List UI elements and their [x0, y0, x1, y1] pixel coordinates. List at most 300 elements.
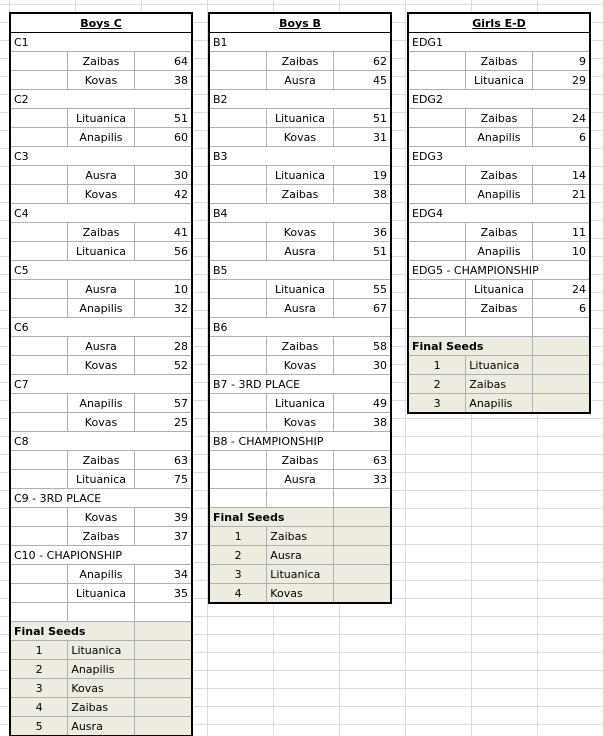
game-label-row: [11, 33, 192, 52]
empty-cell[interactable]: [11, 166, 68, 185]
empty-cell[interactable]: [210, 185, 267, 204]
game-row: [210, 223, 391, 242]
seed-row: [11, 698, 192, 717]
team-score[interactable]: 51: [333, 242, 390, 261]
empty-cell[interactable]: [11, 356, 68, 375]
game-row: [11, 185, 192, 204]
game-row: [210, 280, 391, 299]
team-name[interactable]: Lituanica: [267, 280, 333, 299]
game-label[interactable]: C7: [11, 375, 192, 394]
game-label[interactable]: B2: [210, 90, 391, 109]
game-row: [409, 280, 590, 299]
team-score[interactable]: 14: [532, 166, 589, 185]
game-row: [409, 185, 590, 204]
game-row: [210, 128, 391, 147]
boys-c-table: [10, 13, 192, 736]
empty-cell[interactable]: [11, 527, 68, 546]
team-score[interactable]: 57: [134, 394, 191, 413]
empty-cell[interactable]: [409, 166, 466, 185]
empty-cell[interactable]: [532, 356, 589, 375]
seed-team[interactable]: Kovas: [267, 584, 333, 603]
seed-row: [210, 546, 391, 565]
empty-cell[interactable]: [134, 717, 191, 736]
team-name[interactable]: Zaibas: [466, 166, 532, 185]
seed-rank[interactable]: 3: [11, 679, 68, 698]
team-score[interactable]: 63: [134, 451, 191, 470]
game-label-row: [11, 318, 192, 337]
empty-cell[interactable]: [11, 508, 68, 527]
empty-cell[interactable]: [466, 318, 532, 337]
empty-cell[interactable]: [11, 128, 68, 147]
empty-cell[interactable]: [333, 527, 390, 546]
team-score[interactable]: 21: [532, 185, 589, 204]
seed-rank[interactable]: 1: [210, 527, 267, 546]
boys-b-table: [209, 13, 391, 603]
game-label-row: [409, 33, 590, 52]
game-label-row: [11, 204, 192, 223]
empty-cell[interactable]: [210, 413, 267, 432]
team-name[interactable]: Lituanica: [267, 394, 333, 413]
team-name[interactable]: Zaibas: [68, 527, 134, 546]
game-label-row: [210, 375, 391, 394]
team-score[interactable]: 9: [532, 52, 589, 71]
seed-row: [210, 584, 391, 603]
seed-team[interactable]: Lituanica: [68, 641, 134, 660]
game-row: [11, 71, 192, 90]
seed-row: [210, 527, 391, 546]
game-label-row: [11, 375, 192, 394]
empty-cell[interactable]: [11, 109, 68, 128]
empty-cell[interactable]: [134, 660, 191, 679]
empty-cell[interactable]: [11, 451, 68, 470]
game-row: [11, 223, 192, 242]
team-name[interactable]: Anapilis: [68, 128, 134, 147]
game-row: [409, 223, 590, 242]
game-row: [210, 451, 391, 470]
seed-rank[interactable]: 3: [210, 565, 267, 584]
empty-cell[interactable]: [532, 318, 589, 337]
team-score[interactable]: 6: [532, 128, 589, 147]
empty-cell[interactable]: [409, 71, 466, 90]
empty-cell[interactable]: [134, 679, 191, 698]
empty-cell[interactable]: [210, 128, 267, 147]
seed-team[interactable]: Kovas: [68, 679, 134, 698]
team-name[interactable]: Zaibas: [267, 52, 333, 71]
empty-cell[interactable]: [11, 280, 68, 299]
empty-cell[interactable]: [210, 356, 267, 375]
seed-team[interactable]: Zaibas: [466, 375, 532, 394]
empty-cell[interactable]: [532, 375, 589, 394]
game-label[interactable]: C6: [11, 318, 192, 337]
game-label-row: [210, 33, 391, 52]
team-score[interactable]: 58: [333, 337, 390, 356]
seed-row: [409, 375, 590, 394]
empty-cell[interactable]: [11, 299, 68, 318]
team-score[interactable]: 25: [134, 413, 191, 432]
game-row: [11, 299, 192, 318]
empty-cell[interactable]: [68, 603, 134, 622]
team-name[interactable]: Lituanica: [267, 109, 333, 128]
table-title: Boys C: [11, 14, 192, 33]
team-name[interactable]: Kovas: [68, 71, 134, 90]
empty-cell[interactable]: [11, 52, 68, 71]
team-name[interactable]: Kovas: [267, 356, 333, 375]
empty-cell[interactable]: [11, 413, 68, 432]
team-score[interactable]: 31: [333, 128, 390, 147]
empty-cell[interactable]: [210, 394, 267, 413]
team-name[interactable]: Kovas: [267, 223, 333, 242]
game-label[interactable]: C9 - 3RD PLACE: [11, 489, 192, 508]
seed-team[interactable]: Ausra: [68, 717, 134, 736]
team-name[interactable]: Zaibas: [466, 299, 532, 318]
empty-cell[interactable]: [409, 280, 466, 299]
team-name[interactable]: Lituanica: [68, 242, 134, 261]
team-name[interactable]: Anapilis: [466, 128, 532, 147]
empty-cell[interactable]: [409, 318, 466, 337]
empty-cell[interactable]: [532, 394, 589, 413]
team-score[interactable]: 6: [532, 299, 589, 318]
empty-cell[interactable]: [11, 71, 68, 90]
team-name[interactable]: Zaibas: [267, 337, 333, 356]
empty-cell[interactable]: [134, 698, 191, 717]
team-score[interactable]: 56: [134, 242, 191, 261]
game-row: [210, 242, 391, 261]
empty-cell[interactable]: [210, 166, 267, 185]
game-row: [409, 71, 590, 90]
team-score[interactable]: 62: [333, 52, 390, 71]
game-label[interactable]: B7 - 3RD PLACE: [210, 375, 391, 394]
team-score[interactable]: 30: [134, 166, 191, 185]
empty-cell[interactable]: [210, 242, 267, 261]
game-row: [11, 470, 192, 489]
empty-cell[interactable]: [134, 622, 191, 641]
team-name[interactable]: Zaibas: [466, 52, 532, 71]
team-name[interactable]: Anapilis: [466, 185, 532, 204]
empty-cell[interactable]: [210, 299, 267, 318]
game-label[interactable]: EDG5 - CHAMPIONSHIP: [409, 261, 590, 280]
empty-cell[interactable]: [333, 584, 390, 603]
empty-cell[interactable]: [409, 109, 466, 128]
team-name[interactable]: Lituanica: [466, 71, 532, 90]
team-score[interactable]: 30: [333, 356, 390, 375]
team-score[interactable]: 36: [333, 223, 390, 242]
team-score[interactable]: 10: [532, 242, 589, 261]
seed-row: [11, 660, 192, 679]
seed-row: [11, 717, 192, 736]
team-name[interactable]: Lituanica: [267, 166, 333, 185]
team-score[interactable]: 24: [532, 109, 589, 128]
team-score[interactable]: 39: [134, 508, 191, 527]
team-name[interactable]: Kovas: [68, 185, 134, 204]
game-row: [11, 527, 192, 546]
team-name[interactable]: Kovas: [267, 128, 333, 147]
game-label[interactable]: C8: [11, 432, 192, 451]
game-row: [210, 109, 391, 128]
game-row: [210, 52, 391, 71]
game-label[interactable]: C10 - CHAPIONSHIP: [11, 546, 192, 565]
game-label-row: [11, 546, 192, 565]
empty-cell[interactable]: [409, 52, 466, 71]
team-score[interactable]: 42: [134, 185, 191, 204]
team-score[interactable]: 55: [333, 280, 390, 299]
game-label[interactable]: B1: [210, 33, 391, 52]
game-row: [11, 413, 192, 432]
team-name[interactable]: Anapilis: [68, 394, 134, 413]
game-label[interactable]: B6: [210, 318, 391, 337]
game-row: [11, 52, 192, 71]
team-score[interactable]: 38: [333, 413, 390, 432]
empty-cell[interactable]: [409, 242, 466, 261]
seed-team[interactable]: Lituanica: [466, 356, 532, 375]
game-row: [210, 394, 391, 413]
team-name[interactable]: Ausra: [267, 299, 333, 318]
seed-team[interactable]: Lituanica: [267, 565, 333, 584]
game-label[interactable]: C1: [11, 33, 192, 52]
empty-cell[interactable]: [409, 223, 466, 242]
game-row: [210, 71, 391, 90]
team-score[interactable]: 29: [532, 71, 589, 90]
game-row: [210, 413, 391, 432]
empty-cell[interactable]: [11, 394, 68, 413]
team-name[interactable]: Ausra: [267, 71, 333, 90]
empty-cell[interactable]: [11, 603, 68, 622]
seed-team[interactable]: Anapilis: [68, 660, 134, 679]
team-score[interactable]: 52: [134, 356, 191, 375]
team-score[interactable]: 49: [333, 394, 390, 413]
team-score[interactable]: 34: [134, 565, 191, 584]
team-score[interactable]: 63: [333, 451, 390, 470]
game-label[interactable]: B4: [210, 204, 391, 223]
team-score[interactable]: 38: [134, 71, 191, 90]
team-name[interactable]: Ausra: [68, 166, 134, 185]
empty-cell[interactable]: [210, 52, 267, 71]
team-name[interactable]: Ausra: [68, 280, 134, 299]
empty-cell[interactable]: [11, 337, 68, 356]
empty-cell[interactable]: [333, 508, 390, 527]
empty-cell[interactable]: [11, 565, 68, 584]
empty-cell[interactable]: [409, 299, 466, 318]
team-name[interactable]: Kovas: [68, 413, 134, 432]
game-label-row: [11, 261, 192, 280]
blank-row: [210, 489, 391, 508]
game-label-row: [210, 318, 391, 337]
team-score[interactable]: 32: [134, 299, 191, 318]
table-title: Boys B: [210, 14, 391, 33]
team-name[interactable]: Zaibas: [68, 451, 134, 470]
team-name[interactable]: Kovas: [68, 356, 134, 375]
game-row: [409, 109, 590, 128]
seed-rank[interactable]: 4: [210, 584, 267, 603]
game-label-row: [210, 432, 391, 451]
game-row: [210, 166, 391, 185]
game-row: [11, 356, 192, 375]
team-name[interactable]: Ausra: [267, 470, 333, 489]
team-score[interactable]: 75: [134, 470, 191, 489]
team-score[interactable]: 10: [134, 280, 191, 299]
game-label-row: [210, 90, 391, 109]
team-name[interactable]: Ausra: [267, 242, 333, 261]
final-seeds-label[interactable]: Final Seeds: [409, 337, 533, 356]
game-row: [11, 451, 192, 470]
team-score[interactable]: 60: [134, 128, 191, 147]
team-name[interactable]: Zaibas: [68, 52, 134, 71]
game-row: [409, 128, 590, 147]
team-score[interactable]: 37: [134, 527, 191, 546]
game-label[interactable]: B5: [210, 261, 391, 280]
game-label[interactable]: B8 - CHAMPIONSHIP: [210, 432, 391, 451]
team-name[interactable]: Anapilis: [466, 242, 532, 261]
empty-cell[interactable]: [11, 470, 68, 489]
empty-cell[interactable]: [409, 185, 466, 204]
empty-cell[interactable]: [11, 223, 68, 242]
game-label-row: [409, 90, 590, 109]
team-score[interactable]: 24: [532, 280, 589, 299]
team-score[interactable]: 51: [134, 109, 191, 128]
seed-row: [11, 679, 192, 698]
seed-rank[interactable]: 2: [409, 375, 466, 394]
team-name[interactable]: Ausra: [68, 337, 134, 356]
game-label-row: [409, 147, 590, 166]
seed-team[interactable]: Ausra: [267, 546, 333, 565]
empty-cell[interactable]: [210, 223, 267, 242]
team-score[interactable]: 38: [333, 185, 390, 204]
game-label[interactable]: C4: [11, 204, 192, 223]
empty-cell[interactable]: [134, 603, 191, 622]
game-row: [11, 394, 192, 413]
team-name[interactable]: Zaibas: [466, 109, 532, 128]
empty-cell[interactable]: [11, 584, 68, 603]
team-score[interactable]: 41: [134, 223, 191, 242]
seed-row: [409, 394, 590, 413]
title-row: [210, 14, 391, 33]
team-name[interactable]: Zaibas: [68, 223, 134, 242]
empty-cell[interactable]: [210, 337, 267, 356]
game-label[interactable]: B3: [210, 147, 391, 166]
game-label[interactable]: EDG1: [409, 33, 590, 52]
game-label-row: [210, 147, 391, 166]
game-label[interactable]: EDG4: [409, 204, 590, 223]
final-seeds-header-row: [409, 337, 590, 356]
team-name[interactable]: Kovas: [68, 508, 134, 527]
empty-cell[interactable]: [11, 185, 68, 204]
seed-rank[interactable]: 1: [11, 641, 68, 660]
final-seeds-label[interactable]: Final Seeds: [11, 622, 135, 641]
blank-row: [409, 318, 590, 337]
game-row: [11, 128, 192, 147]
team-score[interactable]: 19: [333, 166, 390, 185]
final-seeds-header-row: [11, 622, 192, 641]
empty-cell[interactable]: [11, 242, 68, 261]
team-score[interactable]: 45: [333, 71, 390, 90]
game-row: [11, 242, 192, 261]
empty-cell[interactable]: [134, 641, 191, 660]
game-row: [210, 185, 391, 204]
empty-cell[interactable]: [210, 71, 267, 90]
team-score[interactable]: 67: [333, 299, 390, 318]
empty-cell[interactable]: [210, 489, 267, 508]
empty-cell[interactable]: [210, 470, 267, 489]
game-label-row: [11, 432, 192, 451]
team-name[interactable]: Lituanica: [68, 470, 134, 489]
game-row: [11, 166, 192, 185]
game-row: [409, 166, 590, 185]
game-label-row: [210, 204, 391, 223]
empty-cell[interactable]: [210, 280, 267, 299]
game-label[interactable]: C3: [11, 147, 192, 166]
final-seeds-header-row: [210, 508, 391, 527]
empty-cell[interactable]: [532, 337, 589, 356]
girls-ed-table: [408, 13, 590, 413]
title-row: [409, 14, 590, 33]
game-row: [210, 470, 391, 489]
team-score[interactable]: 35: [134, 584, 191, 603]
team-name[interactable]: Anapilis: [68, 299, 134, 318]
game-label[interactable]: C5: [11, 261, 192, 280]
game-row: [409, 52, 590, 71]
empty-cell[interactable]: [333, 565, 390, 584]
seed-rank[interactable]: 2: [11, 660, 68, 679]
game-label-row: [409, 204, 590, 223]
team-score[interactable]: 51: [333, 109, 390, 128]
game-row: [210, 299, 391, 318]
game-row: [210, 337, 391, 356]
team-name[interactable]: Lituanica: [68, 584, 134, 603]
game-label[interactable]: EDG2: [409, 90, 590, 109]
game-row: [409, 242, 590, 261]
team-name[interactable]: Lituanica: [68, 109, 134, 128]
seed-row: [210, 565, 391, 584]
game-label-row: [409, 261, 590, 280]
seed-rank[interactable]: 5: [11, 717, 68, 736]
seed-team[interactable]: Anapilis: [466, 394, 532, 413]
team-score[interactable]: 33: [333, 470, 390, 489]
seed-rank[interactable]: 4: [11, 698, 68, 717]
empty-cell[interactable]: [267, 489, 333, 508]
final-seeds-label[interactable]: Final Seeds: [210, 508, 334, 527]
game-label[interactable]: C2: [11, 90, 192, 109]
team-name[interactable]: Zaibas: [267, 185, 333, 204]
team-score[interactable]: 64: [134, 52, 191, 71]
table-title: Girls E-D: [409, 14, 590, 33]
empty-cell[interactable]: [333, 489, 390, 508]
seed-team[interactable]: Zaibas: [267, 527, 333, 546]
team-score[interactable]: 28: [134, 337, 191, 356]
game-row: [11, 565, 192, 584]
blank-row: [11, 603, 192, 622]
seed-row: [11, 641, 192, 660]
team-name[interactable]: Kovas: [267, 413, 333, 432]
team-name[interactable]: Zaibas: [466, 223, 532, 242]
seed-team[interactable]: Zaibas: [68, 698, 134, 717]
game-row: [11, 337, 192, 356]
game-row: [11, 508, 192, 527]
empty-cell[interactable]: [333, 546, 390, 565]
team-score[interactable]: 11: [532, 223, 589, 242]
empty-cell[interactable]: [409, 128, 466, 147]
game-row: [210, 356, 391, 375]
seed-rank[interactable]: 3: [409, 394, 466, 413]
seed-rank[interactable]: 1: [409, 356, 466, 375]
team-name[interactable]: Zaibas: [267, 451, 333, 470]
game-row: [11, 280, 192, 299]
empty-cell[interactable]: [210, 109, 267, 128]
team-name[interactable]: Anapilis: [68, 565, 134, 584]
seed-rank[interactable]: 2: [210, 546, 267, 565]
title-row: [11, 14, 192, 33]
game-label[interactable]: EDG3: [409, 147, 590, 166]
empty-cell[interactable]: [210, 451, 267, 470]
team-name[interactable]: Lituanica: [466, 280, 532, 299]
